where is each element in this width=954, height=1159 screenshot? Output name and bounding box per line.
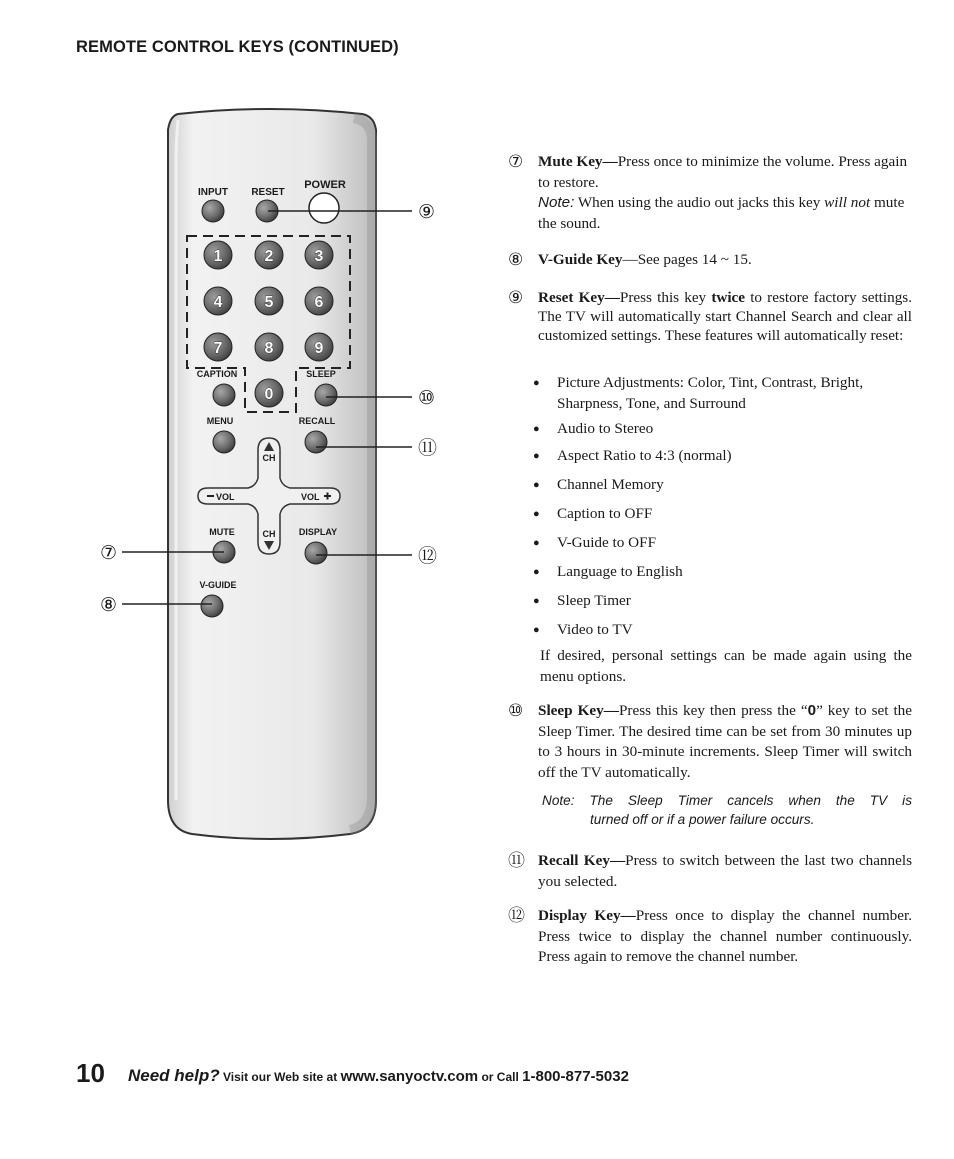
item-text: —See pages 14 ~ 15.	[622, 251, 752, 268]
ch-up-label: CH	[262, 453, 276, 463]
phone-number: 1-800-877-5032	[522, 1068, 629, 1085]
item-title: Reset Key—	[538, 289, 620, 306]
vguide-label: V-GUIDE	[199, 580, 237, 590]
caption-button	[213, 384, 235, 406]
item-key: 0	[807, 702, 817, 719]
vguide-button	[201, 595, 223, 617]
callout-8: ⑧	[100, 594, 118, 616]
sleep-key-section	[508, 701, 912, 783]
help-footer	[128, 1066, 629, 1086]
list-item: ● Sleep Timer	[533, 592, 631, 609]
menu-label: MENU	[206, 416, 234, 426]
list-item: ● Caption to OFF	[533, 505, 653, 522]
callout-9: ⑨	[418, 201, 436, 223]
note-line-2: turned off or if a power failure occurs.	[590, 811, 815, 827]
item-number: ⑩	[508, 701, 524, 721]
visit-text: Visit our Web site at	[222, 1070, 338, 1084]
item-number: ⑧	[508, 250, 524, 270]
page-number: 10	[76, 1058, 105, 1088]
item-emphasis: twice	[711, 289, 746, 306]
mute-key-section	[508, 152, 912, 234]
power-label: POWER	[304, 179, 346, 191]
item-number: ⑫	[508, 906, 525, 926]
page-heading: REMOTE CONTROL KEYS (CONTINUED)	[76, 38, 399, 56]
minus-icon	[207, 495, 214, 497]
digit-9-label: 9	[314, 340, 324, 357]
display-label: DISPLAY	[298, 527, 338, 537]
note-label: Note:	[538, 194, 575, 212]
vol-minus-label: VOL	[216, 492, 235, 502]
recall-key-section	[508, 851, 912, 892]
item-text: Press once to display the channel number. Press twice to display the channel number continuously. Press again to remove the channel number.	[538, 907, 912, 966]
digit-6-label: 6	[314, 294, 324, 311]
sleep-label: SLEEP	[306, 369, 336, 379]
reset-after-text: If desired, personal settings can be made again using the menu options.	[540, 647, 912, 685]
power-button	[309, 193, 339, 223]
digit-0-label: 0	[264, 386, 274, 403]
item-text: Press to switch between the last two channels you selected.	[538, 852, 912, 890]
caption-label: CAPTION	[196, 369, 238, 379]
digit-2-label: 2	[264, 248, 274, 265]
sleep-note	[508, 792, 912, 829]
note-line-1: Note: The Sleep Timer cancels when the TV is	[542, 793, 912, 808]
recall-label: RECALL	[298, 416, 336, 426]
digit-7-label: 7	[213, 340, 223, 357]
list-item: ● Channel Memory	[533, 476, 664, 493]
item-text-b: ” key to set the Sleep Timer. The desired time can be set from 30 minutes up to 3 hours in 30-minute increments. Sleep Timer will switch off the TV automatically.	[538, 702, 913, 781]
item-number: ⑨	[508, 288, 524, 308]
item-title: Recall Key—	[538, 852, 626, 869]
menu-button	[213, 431, 235, 453]
ch-down-label: CH	[262, 529, 276, 539]
digit-4-label: 4	[213, 294, 223, 311]
display-button	[305, 542, 327, 564]
digit-5-label: 5	[264, 294, 274, 311]
vguide-key-section	[508, 250, 912, 271]
note-text-b: mute the sound.	[538, 194, 905, 232]
vol-plus-label: VOL	[301, 492, 320, 502]
list-item: ● V-Guide to OFF	[533, 534, 657, 551]
list-item: ● Aspect Ratio to 4:3 (normal)	[533, 447, 732, 464]
reset-label: RESET	[251, 187, 285, 198]
item-title: Mute Key—	[538, 153, 618, 170]
item-text-b: to restore factory settings. The TV will automatically start Channel Search and clear all customized settings. These features will automatically reset:	[538, 289, 912, 344]
or-call-text: or Call	[481, 1070, 519, 1084]
item-text: Press once to minimize the volume. Press again to restore.	[538, 153, 908, 191]
list-item: ● Video to TV	[533, 621, 633, 638]
item-text-a: Press this key	[619, 289, 712, 306]
list-item: ● Language to English	[533, 563, 683, 580]
callout-11: ⑪	[418, 437, 438, 459]
website-link[interactable]: www.sanyoctv.com	[340, 1068, 479, 1085]
item-number: ⑪	[508, 851, 525, 871]
callout-7: ⑦	[100, 542, 118, 564]
mute-label: MUTE	[209, 527, 235, 537]
sleep-button	[315, 384, 337, 406]
item-title: Sleep Key—	[538, 702, 619, 719]
item-number: ⑦	[508, 152, 524, 172]
note-emphasis: will not	[824, 194, 871, 212]
list-item: ● Audio to Stereo	[533, 420, 654, 437]
callout-10: ⑩	[418, 387, 436, 409]
item-text-a: Press this key then press the “	[618, 702, 808, 719]
item-title: V-Guide Key	[538, 251, 623, 268]
reset-key-section	[508, 288, 912, 345]
digit-8-label: 8	[264, 340, 274, 357]
input-label: INPUT	[198, 187, 228, 198]
list-item: ● Picture Adjustments: Color, Tint, Contrast, Bright, Sharpness, Tone, and Surround	[533, 374, 864, 412]
note-text-a: When using the audio out jacks this key	[574, 194, 825, 212]
callout-12: ⑫	[418, 545, 438, 567]
digit-3-label: 3	[314, 248, 324, 265]
need-help-text: Need help?	[128, 1066, 220, 1085]
display-key-section	[508, 906, 912, 968]
recall-button	[305, 431, 327, 453]
input-button	[202, 200, 224, 222]
item-title: Display Key—	[538, 907, 636, 924]
digit-1-label: 1	[213, 248, 223, 265]
